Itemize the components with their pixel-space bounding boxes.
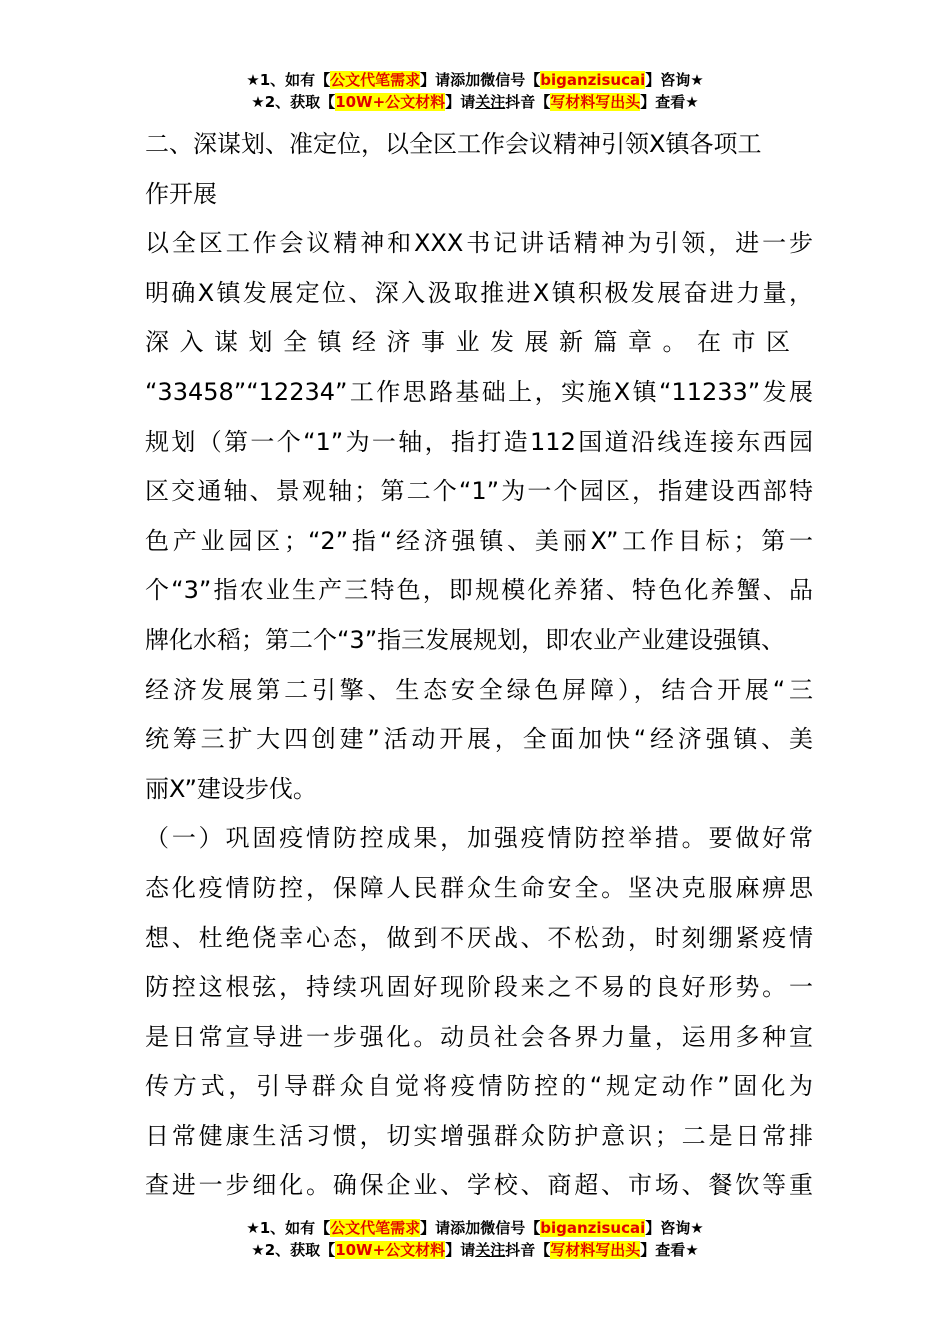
text-line: 色产业园区；“2”指“经济强镇、美丽X”工作目标；第一 [145,526,813,555]
promo-line-2-highlight-douyin: 写材料写出头 [550,1241,641,1259]
promo-line-1-emphasis: 加 [465,71,481,89]
text-line: 经济发展第二引擎、生态安全绿色屏障），结合开展“三 [145,675,813,704]
text-line: 深入谋划全镇经济事业发展新篇章。在市区 [145,328,801,357]
heading-line: 二、深谋划、准定位，以全区工作会议精神引领X镇各项工 [145,130,762,158]
promo-line-2-emphasis: 关注 [475,1241,506,1259]
document-body [145,120,813,1211]
promo-line-1 [0,1217,950,1239]
promo-line-1-suffix: 】咨询★ [645,1219,704,1237]
promo-line-2 [0,91,950,113]
promo-line-1-highlight-service: 公文代笔需求 [330,71,421,89]
promo-line-1-prefix: ★1、如有【 [246,1219,331,1237]
text-line: 个“3”指农业生产三特色，即规模化养猪、特色化养蟹、品 [145,576,813,605]
text-line: 以全区工作会议精神和XXX书记讲话精神为引领，进一步 [145,229,813,258]
promo-line-2-prefix: ★2、获取【 [251,93,336,111]
promo-line-1-prefix: ★1、如有【 [246,71,331,89]
promo-line-1-middle-b: 微信号【 [480,71,541,89]
text-line: 是日常宣导进一步强化。动员社会各界力量，运用多种宣 [145,1022,813,1051]
text-line: （一）巩固疫情防控成果，加强疫情防控举措。要做好常 [145,824,813,853]
promo-line-1-middle-b: 微信号【 [480,1219,541,1237]
promo-line-2-suffix: 】查看★ [640,1241,699,1259]
text-line: 牌化水稻；第二个“3”指三发展规划，即农业产业建设强镇、 [145,625,786,654]
section-heading [145,120,813,219]
paragraph-epidemic-prevention [145,814,813,1211]
promo-line-1-highlight-service: 公文代笔需求 [330,1219,421,1237]
promo-line-2-middle-b: 抖音【 [505,93,551,111]
promo-line-1-highlight-wechat: biganzisucai [540,71,646,89]
promo-line-2-middle: 】请 [445,1241,476,1259]
promo-line-2-highlight-materials: 10W+公文材料 [335,93,446,111]
paragraph-development-plan [145,219,813,814]
heading-line: 作开展 [145,179,217,208]
promo-line-1-suffix: 】咨询★ [645,71,704,89]
text-line: “33458”“12234”工作思路基础上，实施X镇“11233”发展 [145,377,813,406]
promo-line-2-middle-b: 抖音【 [505,1241,551,1259]
text-line: 日常健康生活习惯，切实增强群众防护意识；二是日常排 [145,1121,813,1150]
promo-line-2-emphasis: 关注 [475,93,506,111]
text-line: 态化疫情防控，保障人民群众生命安全。坚决克服麻痹思 [145,873,813,902]
promo-line-2-prefix: ★2、获取【 [251,1241,336,1259]
promo-line-1-emphasis: 加 [465,1219,481,1237]
promo-line-2-suffix: 】查看★ [640,93,699,111]
promo-line-2-highlight-douyin: 写材料写出头 [550,93,641,111]
text-line: 丽X”建设步伐。 [145,774,317,803]
text-line: 传方式，引导群众自觉将疫情防控的“规定动作”固化为 [145,1072,813,1101]
text-line: 查进一步细化。确保企业、学校、商超、市场、餐饮等重 [145,1171,813,1200]
text-line: 防控这根弦，持续巩固好现阶段来之不易的良好形势。一 [145,973,813,1002]
promo-line-1 [0,69,950,91]
text-line: 规划（第一个“1”为一轴，指打造112国道沿线连接东西园 [145,427,813,456]
promo-line-1-middle: 】请添 [420,1219,466,1237]
text-line: 明确X镇发展定位、深入汲取推进X镇积极发展奋进力量， [145,278,813,307]
promo-line-1-highlight-wechat: biganzisucai [540,1219,646,1237]
text-line: 统筹三扩大四创建”活动开展，全面加快“经济强镇、美 [145,725,813,754]
promo-line-1-middle: 】请添 [420,71,466,89]
promo-line-2-middle: 】请 [445,93,476,111]
text-line: 区交通轴、景观轴；第二个“1”为一个园区，指建设西部特 [145,477,813,506]
bottom-promo-banner [0,1217,950,1261]
promo-line-2 [0,1239,950,1261]
top-promo-banner [0,69,950,113]
text-line: 想、杜绝侥幸心态，做到不厌战、不松劲，时刻绷紧疫情 [145,923,813,952]
promo-line-2-highlight-materials: 10W+公文材料 [335,1241,446,1259]
